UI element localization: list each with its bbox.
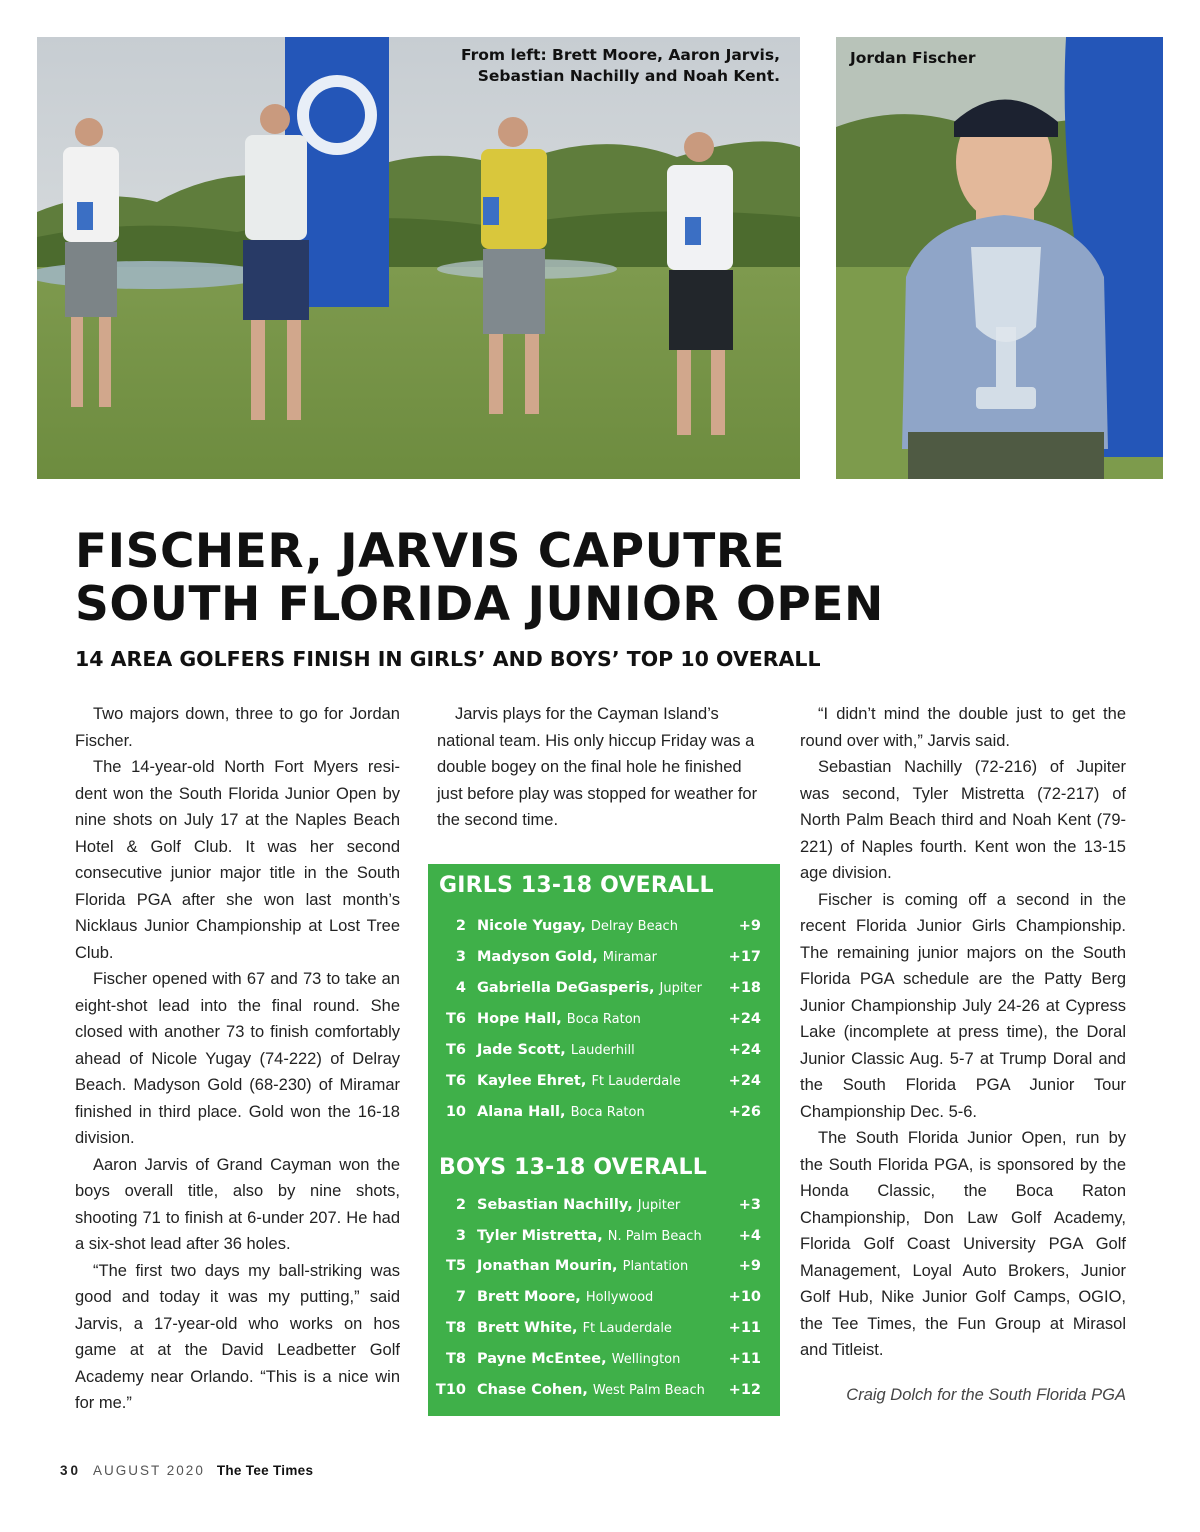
group-photo [37, 37, 800, 479]
result-city: Jupiter [659, 981, 702, 996]
result-position: 2 [455, 918, 466, 934]
paragraph: Fischer opened with 67 and 73 to take an eight-shot lead into the final round. She closed with another 73 to finish comfortably ahead of Nicole Yugay (74-222) of Delray Beach. Madyson Gold (68-230) of Miramar finished in third place. Gold won the 16-18 division. [75, 970, 400, 1147]
result-name: Gabriella DeGasperis, [477, 980, 655, 996]
page-number: 30 [60, 1463, 82, 1478]
result-city: Delray Beach [590, 919, 678, 934]
results-row [428, 918, 780, 948]
result-score: +24 [728, 1042, 761, 1058]
results-row [428, 1228, 780, 1258]
result-score: +18 [728, 980, 761, 996]
result-position: T10 [435, 1382, 466, 1398]
result-city: N. Palm Beach [607, 1229, 702, 1244]
result-position: 3 [455, 1228, 466, 1244]
fischer-photo [836, 37, 1163, 479]
group-photo-illustration [37, 37, 800, 479]
issue-date: AUGUST 2020 [93, 1463, 205, 1478]
result-name: Payne McEntee, [477, 1351, 607, 1367]
results-row [428, 1011, 780, 1041]
result-name: Hope Hall, [477, 1011, 562, 1027]
result-name: Kaylee Ehret, [477, 1073, 587, 1089]
result-name: Jonathan Mourin, [477, 1258, 618, 1274]
paragraph: Two majors down, three to go for Jordan Fischer. [75, 705, 400, 750]
publication-name: The Tee Times [216, 1463, 314, 1478]
results-row [428, 1073, 780, 1103]
results-row [428, 1042, 780, 1072]
paragraph: The 14-year-old North Fort Myers resident won the South Florida Junior Open by nine shots on July 17 at the Naples Beach Hotel & Golf Club. It was her second consecutive junior major title in the South Florida PGA after she won last month’s Nicklaus Junior Championship at Lost Tree Club. [75, 758, 400, 962]
results-row [428, 1351, 780, 1381]
paragraph: Aaron Jarvis of Grand Cayman won the boys overall title, also by nine shots, shooting 71 to finish at 6-under 207. He had a six-shot lead after 36 holes. [75, 1155, 400, 1253]
results-box [428, 864, 780, 1416]
results-row [428, 1289, 780, 1319]
result-name: Madyson Gold, [477, 949, 598, 965]
result-city: Wellington [611, 1352, 681, 1367]
result-score: +9 [738, 1258, 761, 1274]
result-score: +24 [728, 1073, 761, 1089]
result-name: Chase Cohen, [477, 1382, 588, 1398]
result-score: +9 [738, 918, 761, 934]
result-position: 7 [455, 1289, 466, 1305]
result-name: Brett Moore, [477, 1289, 581, 1305]
result-score: +4 [738, 1228, 761, 1244]
result-city: Jupiter [637, 1198, 681, 1213]
girls-results-title: GIRLS 13-18 OVERALL [439, 873, 714, 898]
headline [75, 525, 1135, 631]
result-name: Tyler Mistretta, [477, 1228, 603, 1244]
result-city: Miramar [602, 950, 657, 965]
article-column-1 [75, 701, 400, 1417]
result-position: T5 [446, 1258, 466, 1274]
result-city: Ft Lauderdale [591, 1074, 681, 1089]
result-score: +17 [728, 949, 761, 965]
result-name: Jade Scott, [477, 1042, 566, 1058]
paragraph: Sebastian Nachilly (72-216) of Jupiter was second, Tyler Mistretta (72-217) of North Palm Beach third and Noah Kent (79-221) of Naples fourth. Kent won the 13-15 age division. [800, 758, 1126, 882]
result-name: Alana Hall, [477, 1104, 566, 1120]
fischer-photo-caption: Jordan Fischer [850, 49, 976, 67]
paragraph: “The first two days my ball-striking was good and today it was my putting,” said Jarvis, a 17-year-old who works on hos game at at the David Leadbetter Golf Academy near Orlando. “This is a nice win for me.” [75, 1261, 400, 1412]
result-score: +11 [728, 1351, 761, 1367]
page-footer [60, 1463, 313, 1478]
result-city: West Palm Beach [592, 1383, 705, 1398]
result-position: 3 [455, 949, 466, 965]
results-row [428, 1258, 780, 1288]
result-position: 2 [455, 1197, 466, 1213]
paragraph: Jarvis plays for the Cayman Island’s national team. His only hiccup Friday was a double bogey on the final hole he finished just before play was stopped for weather for the second time. [437, 705, 758, 829]
fischer-photo-illustration [836, 37, 1163, 479]
results-row [428, 1104, 780, 1134]
results-row [428, 1197, 780, 1227]
result-position: T6 [446, 1042, 466, 1058]
results-row [428, 980, 780, 1010]
result-position: T6 [446, 1011, 466, 1027]
photo-credit: Craig Dolch for the South Florida PGA [846, 1385, 1126, 1404]
results-row [428, 949, 780, 979]
result-position: 4 [455, 980, 466, 996]
result-city: Boca Raton [570, 1105, 645, 1120]
subheadline: 14 AREA GOLFERS FINISH IN GIRLS’ AND BOYS’ TOP 10 OVERALL [75, 647, 821, 671]
result-city: Ft Lauderdale [582, 1321, 672, 1336]
result-city: Lauderhill [570, 1043, 635, 1058]
result-score: +12 [728, 1382, 761, 1398]
paragraph: “I didn’t mind the double just to get the round over with,” Jarvis said. [800, 705, 1126, 750]
result-score: +11 [728, 1320, 761, 1336]
result-city: Hollywood [585, 1290, 654, 1305]
result-position: 10 [445, 1104, 466, 1120]
result-name: Sebastian Nachilly, [477, 1197, 633, 1213]
headline-line-1: FISCHER, JARVIS CAPUTRE [75, 524, 786, 579]
group-photo-caption: From left: Brett Moore, Aaron Jarvis, Sebastian Nachilly and Noah Kent. [461, 46, 780, 85]
result-position: T8 [446, 1351, 466, 1367]
results-row [428, 1382, 780, 1412]
article-column-2 [437, 701, 763, 834]
result-city: Plantation [622, 1259, 689, 1274]
result-name: Brett White, [477, 1320, 578, 1336]
result-score: +26 [728, 1104, 761, 1120]
boys-results-title: BOYS 13-18 OVERALL [439, 1155, 707, 1180]
article-column-3 [800, 701, 1126, 1408]
paragraph: Fischer is coming off a second in the recent Florida Junior Girls Championship. The remaining junior majors on the South Florida PGA schedule are the Patty Berg Junior Championship July 24-26 at Cypress Lake (incomplete at press time), the Doral Junior Classic Aug. 5-7 at Trump Doral and the South Florida PGA Junior Tour Championship Dec. 5-6. [800, 890, 1126, 1121]
result-score: +10 [728, 1289, 761, 1305]
results-row [428, 1320, 780, 1350]
result-position: T8 [446, 1320, 466, 1336]
result-position: T6 [446, 1073, 466, 1089]
result-score: +3 [738, 1197, 761, 1213]
headline-line-2: SOUTH FLORIDA JUNIOR OPEN [75, 577, 884, 632]
result-score: +24 [728, 1011, 761, 1027]
result-city: Boca Raton [566, 1012, 641, 1027]
paragraph: The South Florida Junior Open, run by the South Florida PGA, is sponsored by the Honda Classic, the Boca Raton Championship, Don Law Golf Academy, Florida Golf Coast University PGA Golf Management, Loyal Auto Brokers, Junior Golf Hub, Nike Junior Golf Camps, OGIO, the Tee Times, the Fun Group at Mirasol and Titleist. [800, 1129, 1126, 1359]
result-name: Nicole Yugay, [477, 918, 586, 934]
